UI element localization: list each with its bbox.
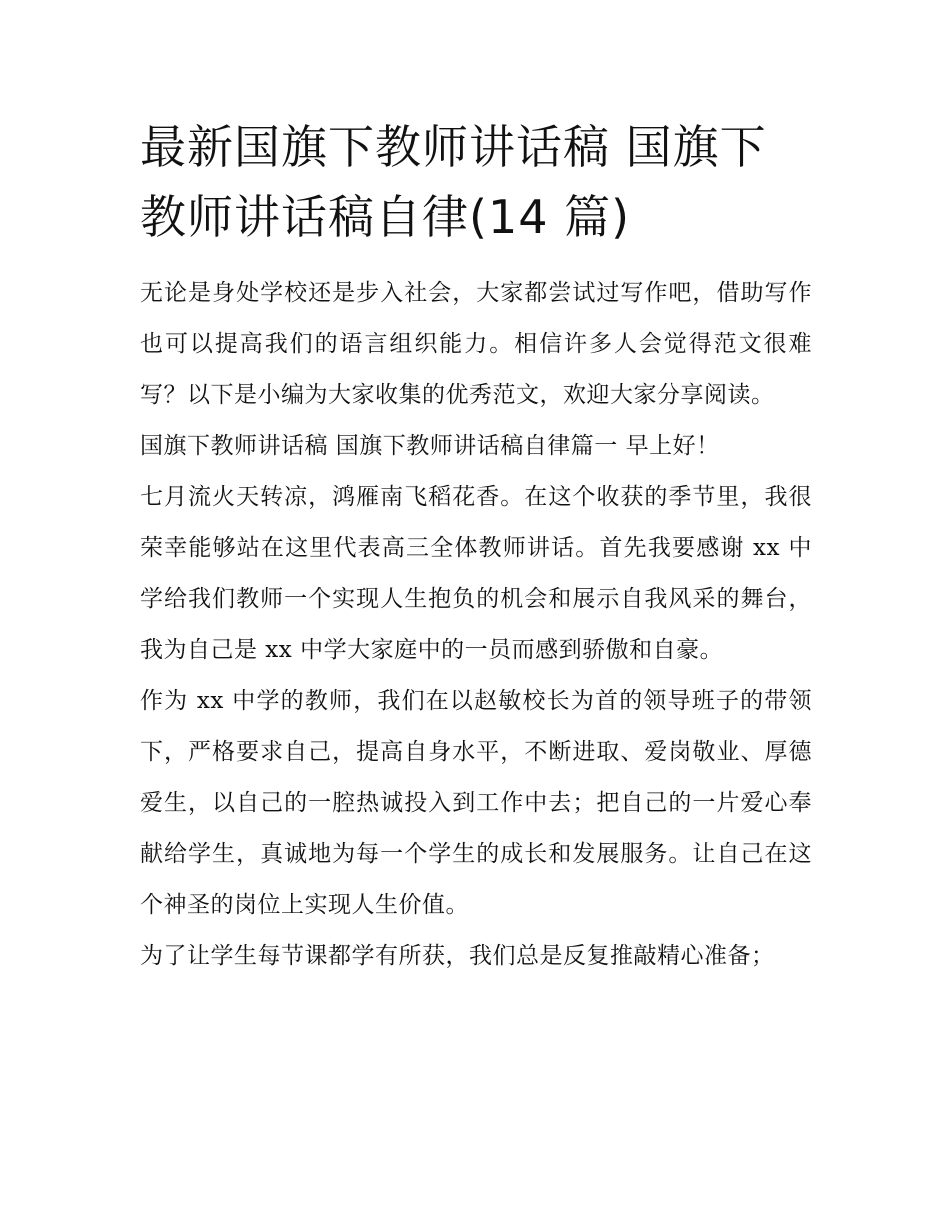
paragraph-intro: 无论是身处学校还是步入社会，大家都尝试过写作吧，借助写作也可以提高我们的语言组织能力。相信许多人会觉得范文很难写？以下是小编为大家收集的优秀范文，欢迎大家分享阅读。 xyxy=(140,280,812,408)
paragraph-body-1: 七月流火天转凉，鸿雁南飞稻花香。在这个收获的季节里，我很荣幸能够站在这里代表高三全体教师讲话。首先我要感谢 xx 中学给我们教师一个实现人生抱负的机会和展示自我风采的舞台，我为自己是 xx 中学大家庭中的一员而感到骄傲和自豪。 xyxy=(140,484,812,663)
document-title: 最新国旗下教师讲话稿 国旗下教师讲话稿自律(14 篇) xyxy=(140,120,767,244)
paragraph-section-heading: 国旗下教师讲话稿 国旗下教师讲话稿自律篇一 早上好！ xyxy=(140,433,720,459)
paragraph-body-3: 为了让学生每节课都学有所获，我们总是反复推敲精心准备； xyxy=(140,943,775,969)
paragraph-body-2: 作为 xx 中学的教师，我们在以赵敏校长为首的领导班子的带领下，严格要求自己，提高自身水平，不断进取、爱岗敬业、厚德爱生，以自己的一腔热诚投入到工作中去；把自己的一片爱心奉献给学生，真诚地为每一个学生的成长和发展服务。让自己在这个神圣的岗位上实现人生价值。 xyxy=(140,688,812,918)
document-page xyxy=(140,112,812,982)
